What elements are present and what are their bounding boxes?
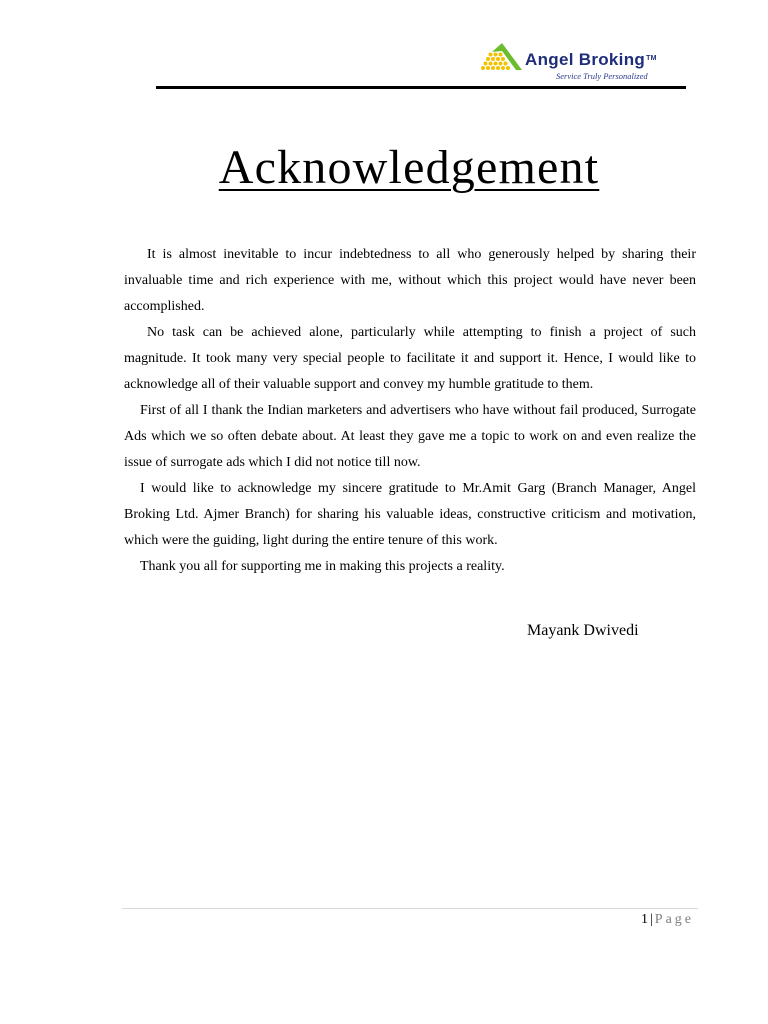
header-divider (156, 86, 686, 89)
logo-pyramid-icon (478, 42, 524, 72)
paragraph-3: First of all I thank the Indian marketers and advertisers who have without fail produced, Surrogate Ads which we so often debate about. At least they gave me a topic to work on and even realize the issue of surrogate ads which I did not notice till now. (124, 403, 696, 470)
page-number: 1 (640, 912, 648, 927)
footer-divider (122, 908, 698, 909)
logo-wordmark: Angel Broking™ (525, 50, 657, 69)
page-title: Acknowledgement (218, 141, 600, 194)
logo-tagline: Service Truly Personalized (556, 71, 648, 81)
paragraph-2: No task can be achieved alone, particularly while attempting to finish a project of such magnitude. It took many very special people to facilitate it and support it. Hence, I would like to acknowledge all of their valuable support and convey my humble gratitude to them. (124, 325, 696, 392)
paragraph-1: It is almost inevitable to incur indebtedness to all who generously helped by sharing their invaluable time and rich experience with me, without which this project would have never been accomplished. (124, 247, 696, 314)
trademark-mark: TM (646, 55, 657, 62)
paragraph-5: Thank you all for supporting me in making this projects a reality. (140, 559, 505, 574)
page-footer (560, 910, 694, 930)
paragraph-4: I would like to acknowledge my sincere gratitude to Mr.Amit Garg (Branch Manager, Angel Broking Ltd. Ajmer Branch) for sharing his valuable ideas, constructive criticism and motivation, which were the guiding, light during the entire tenure of this work. (124, 481, 696, 548)
acknowledgement-body (124, 242, 696, 580)
author-signature: Mayank Dwivedi (527, 622, 639, 639)
page-label: Page (654, 912, 694, 927)
angel-broking-logo (478, 42, 693, 86)
page-separator: | (649, 912, 653, 927)
